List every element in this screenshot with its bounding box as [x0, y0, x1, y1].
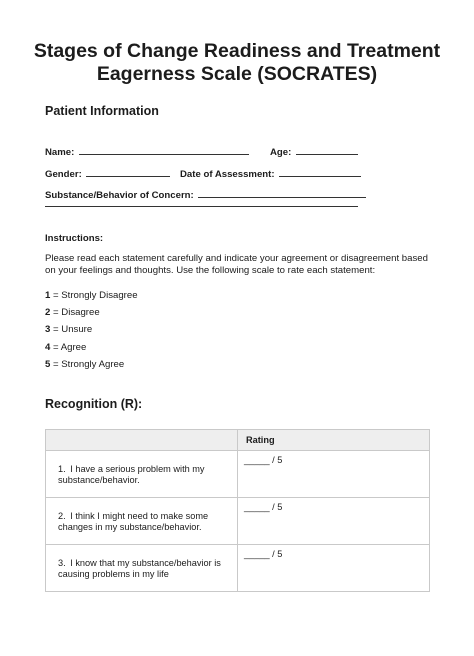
scale-item: 4 = Agree	[45, 341, 87, 353]
document-title: Stages of Change Readiness and Treatment Eagerness Scale (SOCRATES)	[33, 40, 441, 85]
gender-field[interactable]	[86, 167, 170, 177]
recognition-table	[45, 429, 430, 592]
table-header-row	[46, 430, 430, 451]
scale-item: 5 = Strongly Agree	[45, 358, 125, 370]
rating-cell[interactable]: _____ / 5	[238, 451, 430, 498]
age-field[interactable]	[296, 145, 358, 155]
instructions-text: Please read each statement carefully and indicate your agreement or disagreement based on your feelings and thoughts. Use the following scale to rate each statement:	[45, 253, 428, 276]
rating-cell[interactable]: _____ / 5	[238, 545, 430, 592]
date-of-assessment-field[interactable]	[279, 167, 361, 177]
date-of-assessment-label: Date of Assessment:	[180, 169, 275, 180]
statement-cell	[46, 498, 238, 545]
date-field-row	[180, 167, 361, 181]
name-field[interactable]	[79, 145, 249, 155]
table-row	[46, 451, 430, 498]
table-row	[46, 498, 430, 545]
substance-field-row	[45, 188, 366, 202]
substance-field[interactable]	[198, 188, 366, 198]
rating-cell[interactable]: _____ / 5	[238, 498, 430, 545]
scale-item: 1 = Strongly Disagree	[45, 290, 138, 301]
statement-column-header	[46, 430, 238, 451]
statement-text: I have a serious problem with my substance/behavior.	[58, 464, 205, 485]
substance-label: Substance/Behavior of Concern:	[45, 190, 194, 201]
statement-number: 1.	[58, 464, 66, 474]
statement-cell	[46, 451, 238, 498]
age-label: Age:	[270, 147, 292, 158]
recognition-heading: Recognition (R):	[45, 397, 143, 411]
name-label: Name:	[45, 147, 75, 158]
statement-number: 3.	[58, 558, 66, 568]
rating-scale-list	[45, 290, 138, 376]
name-field-row	[45, 145, 249, 159]
patient-information-heading: Patient Information	[45, 104, 159, 118]
instructions-heading: Instructions:	[45, 233, 104, 244]
age-field-row	[270, 145, 358, 159]
scale-item: 3 = Unsure	[45, 324, 93, 336]
substance-continuation-line[interactable]	[45, 206, 358, 207]
rating-column-header: Rating	[238, 430, 430, 451]
statement-text: I think I might need to make some changes in my substance/behavior.	[58, 511, 209, 532]
scale-item: 2 = Disagree	[45, 307, 100, 319]
gender-label: Gender:	[45, 169, 82, 180]
gender-field-row	[45, 167, 170, 181]
statement-number: 2.	[58, 511, 66, 521]
statement-cell	[46, 545, 238, 592]
statement-text: I know that my substance/behavior is causing problems in my life	[58, 558, 221, 579]
table-row	[46, 545, 430, 592]
